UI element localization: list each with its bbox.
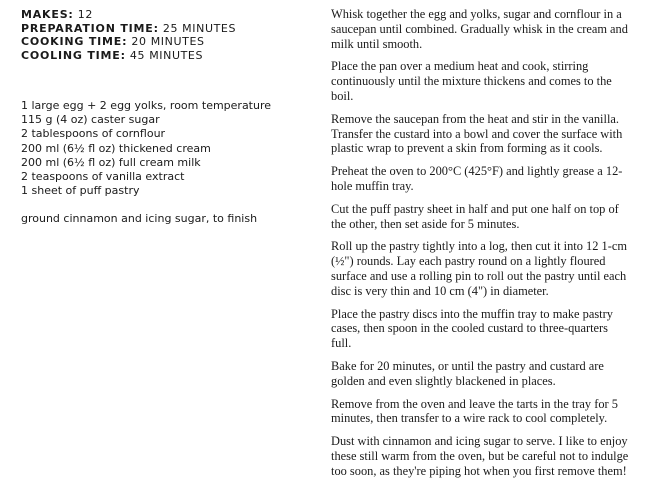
method-step: Whisk together the egg and yolks, sugar and cornflour in a saucepan until combined. Gradually whisk in the cream and milk until smooth. [331, 7, 628, 51]
method-column [331, 7, 631, 487]
ingredient-item: 200 ml (6½ fl oz) thickened cream [21, 141, 211, 155]
method-step: Remove the saucepan from the heat and stir in the vanilla. Transfer the custard into a bowl and cover the surface with plastic wrap to prevent a skin from forming as it cools. [331, 111, 623, 156]
method-step: Roll up the pastry tightly into a log, then cut it into 12 1-cm (½") rounds. Lay each pastry round on a lightly floured surface and use a rolling pin to roll out the pastry until each disc is very thin and 10 cm (4") in diameter. [331, 239, 627, 298]
recipe-info-column [21, 8, 311, 227]
method-step: Dust with cinnamon and icing sugar to serve. I like to enjoy these still warm from the oven, but be careful not to indulge too soon, as they're piping hot when you first remove them! [331, 434, 629, 478]
cool-time-label: COOLING TIME: [21, 48, 126, 62]
prep-time-line [21, 22, 311, 36]
cook-time-line [21, 35, 311, 49]
cook-time-value: 20 MINUTES [131, 35, 205, 48]
ingredient-item: 1 sheet of puff pastry [21, 184, 140, 198]
method-step: Remove from the oven and leave the tarts in the tray for 5 minutes, then transfer to a wire rack to cool completely. [331, 396, 618, 426]
ingredient-list [21, 99, 311, 198]
prep-time-value: 25 MINUTES [162, 21, 237, 35]
ingredient-item: 2 teaspoons of vanilla extract [21, 170, 185, 184]
method-step: Place the pastry discs into the muffin tray to make pastry cases, then spoon in the cooled custard to three-quarters full. [331, 306, 613, 351]
cook-time-label: COOKING TIME: [21, 35, 128, 48]
prep-time-label: PREPARATION TIME: [21, 21, 159, 35]
method-step: Preheat the oven to 200°C (425°F) and lightly grease a 12-hole muffin tray. [331, 164, 623, 193]
finishing-ingredients: ground cinnamon and icing sugar, to finish [21, 212, 258, 226]
makes-label: MAKES: [21, 8, 74, 21]
makes-line [21, 8, 311, 22]
method-step: Bake for 20 minutes, or until the pastry and custard are golden and even slightly blackened in places. [331, 358, 604, 388]
ingredient-item: 2 tablespoons of cornflour [21, 127, 166, 141]
method-step: Cut the puff pastry sheet in half and put one half on top of the other, then set aside for 5 minutes. [331, 201, 619, 231]
cool-time-line [21, 49, 311, 63]
cool-time-value: 45 MINUTES [129, 48, 204, 62]
ingredient-item: 200 ml (6½ fl oz) full cream milk [21, 155, 201, 169]
method-step: Place the pan over a medium heat and cook, stirring continuously until the mixture thickens and comes to the boil. [331, 59, 612, 103]
ingredient-item: 115 g (4 oz) caster sugar [21, 113, 160, 127]
makes-value: 12 [77, 8, 93, 21]
ingredient-item: 1 large egg + 2 egg yolks, room temperature [21, 99, 272, 112]
recipe-meta [21, 8, 311, 62]
